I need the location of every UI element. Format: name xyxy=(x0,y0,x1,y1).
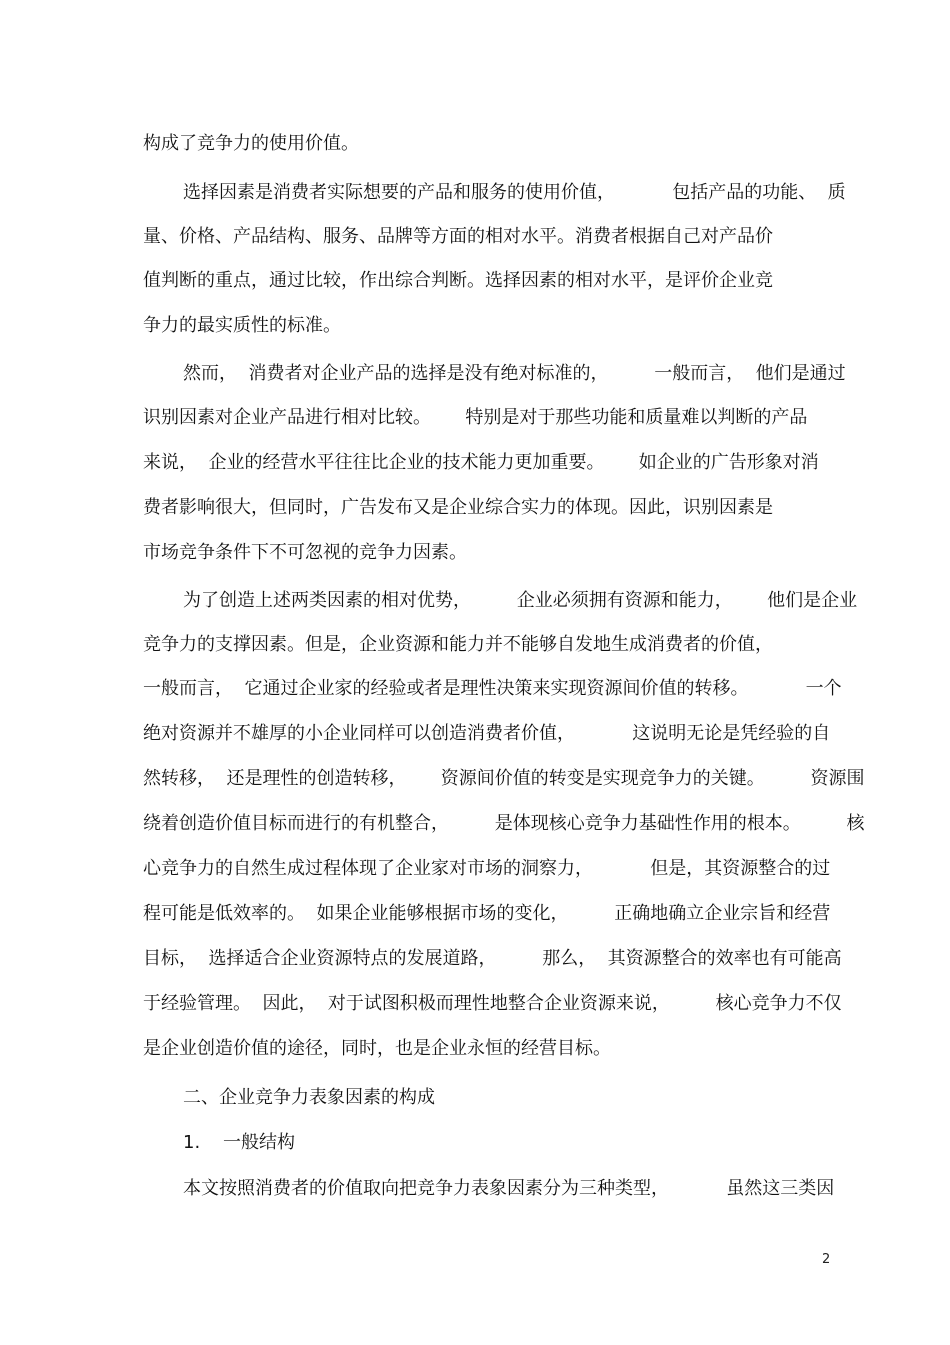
section-heading: 二、企业竞争力表象因素的构成 xyxy=(183,1087,435,1108)
text-line: 然转移， 还是理性的创造转移， 资源间价值的转变是实现竞争力的关键。 资源围 xyxy=(143,768,865,789)
text-line: 绝对资源并不雄厚的小企业同样可以创造消费者价值， 这说明无论是凭经验的自 xyxy=(143,723,831,744)
paragraph-first-line: 然而， 消费者对企业产品的选择是没有绝对标准的， 一般而言， 他们是通过 xyxy=(183,363,846,384)
text-line: 目标， 选择适合企业资源特点的发展道路， 那么， 其资源整合的效率也有可能高 xyxy=(143,948,842,969)
text-line: 识别因素对企业产品进行相对比较。 特别是对于那些功能和质量难以判断的产品 xyxy=(143,407,808,428)
text-line: 绕着创造价值目标而进行的有机整合， 是体现核心竞争力基础性作用的根本。 核 xyxy=(143,813,865,834)
text-line: 构成了竞争力的使用价值。 xyxy=(143,133,359,154)
text-line: 一般而言， 它通过企业家的经验或者是理性决策来实现资源间价值的转移。 一个 xyxy=(143,678,842,699)
subsection-heading: 1. 一般结构 xyxy=(183,1132,296,1153)
paragraph-first-line: 选择因素是消费者实际想要的产品和服务的使用价值， 包括产品的功能、 质 xyxy=(183,182,846,203)
text-line: 心竞争力的自然生成过程体现了企业家对市场的洞察力， 但是，其资源整合的过 xyxy=(143,858,831,879)
page-number: 2 xyxy=(822,1252,831,1267)
text-line: 值判断的重点，通过比较，作出综合判断。选择因素的相对水平，是评价企业竞 xyxy=(143,270,773,291)
text-line: 是企业创造价值的途径，同时，也是企业永恒的经营目标。 xyxy=(143,1038,611,1059)
text-line: 竞争力的支撑因素。但是，企业资源和能力并不能够自发地生成消费者的价值， xyxy=(143,634,773,655)
text-line: 争力的最实质性的标准。 xyxy=(143,315,341,336)
text-line: 于经验管理。 因此， 对于试图积极而理性地整合企业资源来说， 核心竞争力不仅 xyxy=(143,993,842,1014)
text-line: 市场竞争条件下不可忽视的竞争力因素。 xyxy=(143,542,467,563)
text-line: 程可能是低效率的。 如果企业能够根据市场的变化， 正确地确立企业宗旨和经营 xyxy=(143,903,831,924)
text-line: 费者影响很大，但同时，广告发布又是企业综合实力的体现。因此，识别因素是 xyxy=(143,497,773,518)
paragraph-first-line: 本文按照消费者的价值取向把竞争力表象因素分为三种类型， 虽然这三类因 xyxy=(183,1178,835,1199)
text-line: 量、价格、产品结构、服务、品牌等方面的相对水平。消费者根据自己对产品价 xyxy=(143,226,773,247)
text-line: 来说， 企业的经营水平往往比企业的技术能力更加重要。 如企业的广告形象对消 xyxy=(143,452,819,473)
paragraph-first-line: 为了创造上述两类因素的相对优势， 企业必须拥有资源和能力， 他们是企业 xyxy=(183,590,858,611)
